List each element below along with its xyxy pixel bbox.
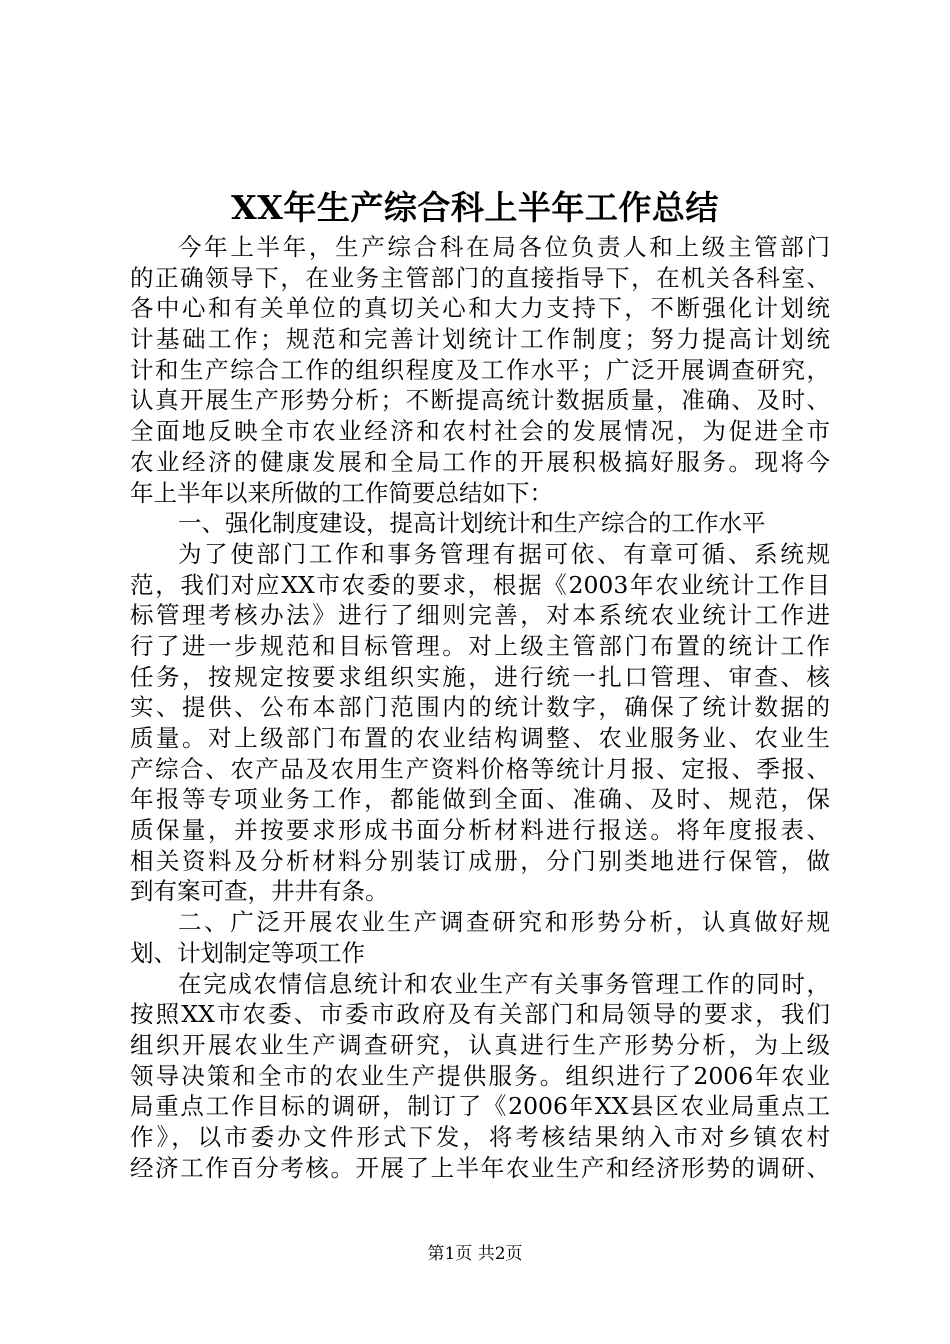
paragraph-line: 的正确领导下，在业务主管部门的直接指导下，在机关各科室、 [130, 263, 830, 292]
paragraph-line: 质量。对上级部门布置的农业结构调整、农业服务业、农业生 [130, 724, 830, 752]
paragraph-line: 在完成农情信息统计和农业生产有关事务管理工作的同时， [178, 969, 830, 998]
paragraph-line: 年报等专项业务工作，都能做到全面、准确、及时、规范，保 [130, 785, 830, 814]
paragraph-line: 质保量，并按要求形成书面分析材料进行报送。将年度报表、 [130, 816, 830, 845]
paragraph-line: 相关资料及分析材料分别装订成册，分门别类地进行保管，做 [130, 846, 830, 875]
paragraph-line: 计基础工作；规范和完善计划统计工作制度；努力提高计划统 [130, 325, 830, 354]
paragraph-line: 农业经济的健康发展和全局工作的开展积极搞好服务。现将今 [130, 447, 830, 476]
document-body [130, 232, 830, 1183]
paragraph-line: 到有案可查，井井有条。 [130, 877, 389, 906]
section-heading: 划、计划制定等项工作 [130, 938, 365, 967]
paragraph-line: 全面地反映全市农业经济和农村社会的发展情况，为促进全市 [130, 417, 830, 446]
page-number-footer: 第1页 共2页 [427, 1244, 523, 1264]
paragraph-line: 经济工作百分考核。开展了上半年农业生产和经济形势的调研、 [130, 1153, 830, 1182]
section-heading: 一、强化制度建设，提高计划统计和生产综合的工作水平 [178, 509, 766, 538]
paragraph-line: 认真开展生产形势分析；不断提高统计数据质量，准确、及时、 [130, 386, 830, 415]
paragraph-line: 按照XX市农委、市委市政府及有关部门和局领导的要求，我们 [130, 1000, 830, 1029]
section-heading: 二、广泛开展农业生产调查研究和形势分析，认真做好规 [178, 908, 830, 937]
paragraph-line: 领导决策和全市的农业生产提供服务。组织进行了2006年农业 [130, 1061, 830, 1090]
paragraph-line: 范，我们对应XX市农委的要求，根据《2003年农业统计工作目 [130, 570, 830, 599]
paragraph-line: 标管理考核办法》进行了细则完善，对本系统农业统计工作进 [130, 601, 830, 630]
document-title: XX年生产综合科上半年工作总结 [231, 188, 719, 227]
paragraph-line: 行了进一步规范和目标管理。对上级主管部门布置的统计工作 [130, 631, 830, 660]
paragraph-line: 作》，以市委办文件形式下发，将考核结果纳入市对乡镇农村 [130, 1122, 830, 1151]
paragraph-line: 任务，按规定按要求组织实施，进行统一扎口管理、审查、核 [130, 662, 830, 691]
paragraph-line: 为了使部门工作和事务管理有据可依、有章可循、系统规 [178, 539, 830, 568]
paragraph-line: 组织开展农业生产调查研究，认真进行生产形势分析，为上级 [130, 1030, 830, 1059]
paragraph-line: 产综合、农产品及农用生产资料价格等统计月报、定报、季报、 [130, 754, 830, 783]
paragraph-line: 今年上半年，生产综合科在局各位负责人和上级主管部门 [178, 233, 830, 261]
paragraph-line: 计和生产综合工作的组织程度及工作水平；广泛开展调查研究， [130, 355, 830, 384]
paragraph-line: 实、提供、公布本部门范围内的统计数字，确保了统计数据的 [130, 693, 830, 722]
paragraph-line: 年上半年以来所做的工作简要总结如下： [130, 478, 553, 507]
paragraph-line: 各中心和有关单位的真切关心和大力支持下，不断强化计划统 [130, 294, 830, 323]
paragraph-line: 局重点工作目标的调研，制订了《2006年XX县区农业局重点工 [130, 1092, 830, 1121]
